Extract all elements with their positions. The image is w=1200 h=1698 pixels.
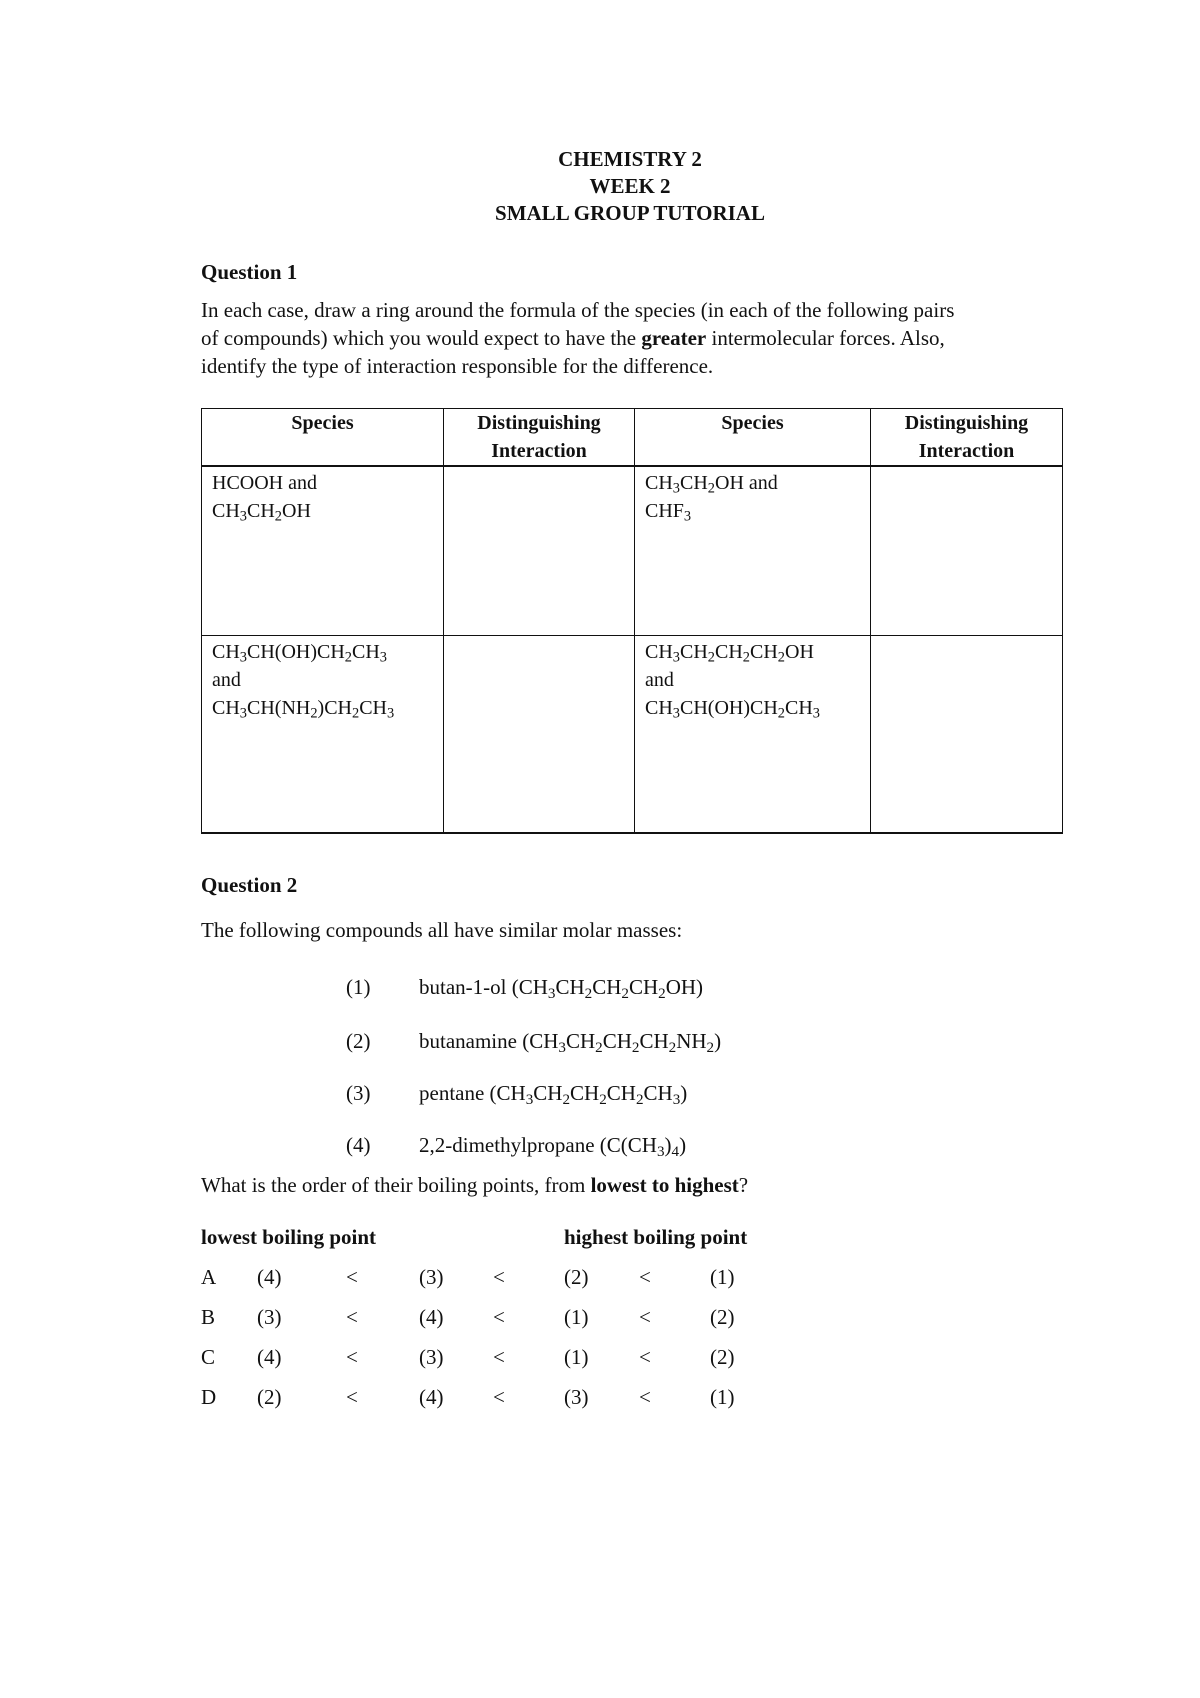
less-than: < xyxy=(639,1345,651,1369)
week-label: WEEK 2 xyxy=(589,174,671,198)
species-pair-cell[interactable]: $CH_3CH(OH)CH_2CH_3$ and $CH_3CH(NH_2)CH_2CH_3$ xyxy=(202,636,444,834)
choice-value: (4) xyxy=(257,1345,282,1369)
choice-value: (2) xyxy=(710,1305,735,1329)
course-title: CHEMISTRY 2 xyxy=(558,147,702,171)
tutorial-title: SMALL GROUP TUTORIAL xyxy=(495,201,765,225)
document-heading xyxy=(0,146,1200,227)
species-pair-cell[interactable]: $CH_3CH_2OH$ and $CHF_3$ xyxy=(635,466,871,636)
choice-value: (3) xyxy=(564,1385,589,1409)
answer-cell[interactable] xyxy=(871,466,1063,636)
species-header: Species xyxy=(202,409,444,467)
lowest-label: lowest boiling point xyxy=(201,1225,377,1249)
option-text: pentane $(CH_3CH_2CH_2CH_2CH_3)$ xyxy=(419,1081,688,1108)
table-row xyxy=(202,636,1063,834)
less-than: < xyxy=(346,1265,358,1289)
choice-value: (1) xyxy=(710,1385,735,1409)
instruction-line-3: identify the type of interaction responsible for the difference. xyxy=(201,354,714,378)
interaction-header: Distinguishing Interaction xyxy=(871,409,1063,467)
table-row xyxy=(202,466,1063,636)
table-header-row xyxy=(202,409,1063,467)
answer-cell[interactable] xyxy=(444,466,635,636)
option-text: 2,2-dimethylpropane $(C(CH_3)_4)$ xyxy=(419,1133,687,1160)
choice-value: (4) xyxy=(257,1265,282,1289)
choice-value: (1) xyxy=(564,1305,589,1329)
choice-value: (4) xyxy=(419,1305,444,1329)
highest-label: highest boiling point xyxy=(564,1225,748,1249)
less-than: < xyxy=(493,1385,505,1409)
less-than: < xyxy=(639,1265,651,1289)
choice-letter: D xyxy=(201,1385,217,1409)
choice-letter: C xyxy=(201,1345,216,1369)
less-than: < xyxy=(639,1305,651,1329)
choice-value: (2) xyxy=(710,1345,735,1369)
choice-value: (4) xyxy=(419,1385,444,1409)
instruction-line-2: of compounds) which you would expect to have the greater intermolecular forces. Also, xyxy=(201,326,945,350)
question1-title: Question 1 xyxy=(201,260,298,284)
choice-value: (3) xyxy=(419,1345,444,1369)
choice-letter: A xyxy=(201,1265,217,1289)
choice-value: (1) xyxy=(564,1345,589,1369)
instruction-line-1: In each case, draw a ring around the formula of the species (in each of the following pairs xyxy=(201,298,955,322)
species-header: Species xyxy=(635,409,871,467)
choice-value: (3) xyxy=(419,1265,444,1289)
species-pair-cell[interactable]: HCOOH and $CH_3CH_2OH$ xyxy=(202,466,444,636)
option-number: (2) xyxy=(346,1029,371,1053)
question2-prompt: What is the order of their boiling points, from lowest to highest? xyxy=(201,1173,749,1197)
less-than: < xyxy=(493,1345,505,1369)
option-text: butan-1-ol $(CH_3CH_2CH_2CH_2OH)$ xyxy=(419,975,704,1002)
species-table xyxy=(201,408,1063,834)
choice-letter: B xyxy=(201,1305,216,1329)
less-than: < xyxy=(493,1305,505,1329)
question1-instructions xyxy=(201,296,1081,380)
option-text: butanamine $(CH_3CH_2CH_2CH_2NH_2)$ xyxy=(419,1029,722,1056)
species-pair-cell[interactable]: $CH_3CH_2CH_2CH_2OH$ and $CH_3CH(OH)CH_2CH_3$ xyxy=(635,636,871,834)
answer-cell[interactable] xyxy=(444,636,635,834)
question2-intro: The following compounds all have similar molar masses: xyxy=(201,918,683,942)
less-than: < xyxy=(346,1305,358,1329)
less-than: < xyxy=(346,1345,358,1369)
option-number: (3) xyxy=(346,1081,371,1105)
choice-value: (3) xyxy=(257,1305,282,1329)
choice-value: (2) xyxy=(257,1385,282,1409)
less-than: < xyxy=(639,1385,651,1409)
option-number: (1) xyxy=(346,975,371,999)
less-than: < xyxy=(493,1265,505,1289)
question2-title: Question 2 xyxy=(201,873,298,897)
option-number: (4) xyxy=(346,1133,371,1157)
answer-cell[interactable] xyxy=(871,636,1063,834)
less-than: < xyxy=(346,1385,358,1409)
choice-value: (1) xyxy=(710,1265,735,1289)
interaction-header: Distinguishing Interaction xyxy=(444,409,635,467)
choice-value: (2) xyxy=(564,1265,589,1289)
